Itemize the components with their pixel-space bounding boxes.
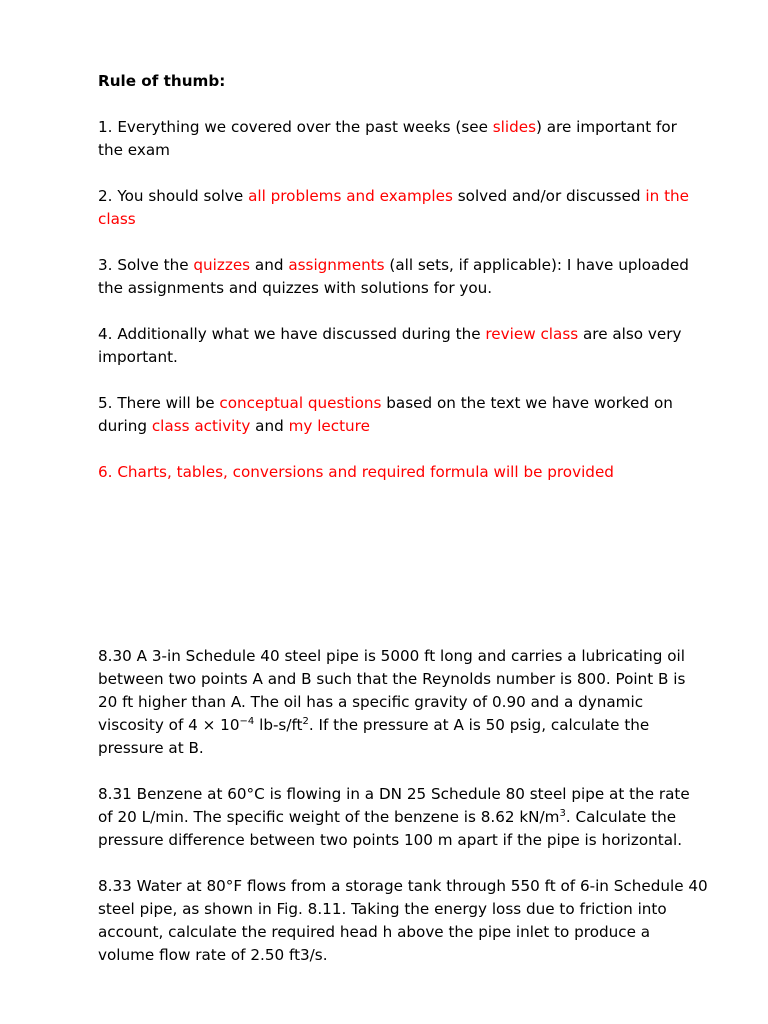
rule-2-highlight-class: in the class — [98, 187, 690, 228]
problem-8-30-text-a: 8.30 A 3-in Schedule 40 steel pipe is 5000 ft long and carries a lubricating oil between two points A and B such that the Reynolds number is 800. Point B is 20 ft higher than A. The oil has a specific gravity of 0.90 and a dynamic viscosity of 4 × 10 — [98, 647, 686, 734]
problem-8-30-text-c: . If the pressure at A is 50 psig, calculate the pressure at B. — [98, 716, 650, 757]
problem-8-30-exponent-2: 2 — [302, 715, 309, 727]
rule-1 — [98, 116, 698, 162]
problem-8-30-text-b: lb-s/ft — [254, 716, 303, 734]
problem-8-31 — [98, 783, 708, 852]
rule-4 — [98, 323, 698, 369]
problems-section — [98, 645, 708, 990]
rule-2 — [98, 185, 698, 231]
rule-5 — [98, 392, 698, 438]
problem-8-31-text-a: 8.31 Benzene at 60°C is flowing in a DN 25 Schedule 80 steel pipe at the rate of 20 L/min. The specific weight of the benzene is 8.62 kN/m — [98, 785, 690, 826]
problem-8-33: 8.33 Water at 80°F flows from a storage tank through 550 ft of 6-in Schedule 40 steel pipe, as shown in Fig. 8.11. Taking the energy loss due to friction into account, calculate the required head h above the pipe inlet to produce a volume flow rate of 2.50 ft3/s. — [98, 877, 708, 964]
rule-6: 6. Charts, tables, conversions and required formula will be provided — [98, 463, 614, 481]
rule-1-highlight-slides: slides — [492, 118, 536, 136]
rule-4-highlight-review: review class — [485, 325, 579, 343]
rule-3-highlight-assignments: assignments — [288, 256, 385, 274]
rule-2-text-c: solved and/or discussed — [452, 187, 646, 205]
rule-5-text-c: based on the text we have worked on during — [98, 394, 673, 435]
rule-3-text-c: and — [250, 256, 289, 274]
rule-5-highlight-activity: class activity — [151, 417, 251, 435]
rule-5-text-e: and — [250, 417, 289, 435]
rule-2-highlight-problems: all problems and examples — [248, 187, 453, 205]
rule-3-text-e: (all sets, if applicable): I have uploaded the assignments and quizzes with solutions for you. — [98, 256, 689, 297]
rule-5-highlight-lecture: my lecture — [288, 417, 370, 435]
problem-8-31-text-b: . Calculate the pressure difference between two points 100 m apart if the pipe is horizontal. — [98, 808, 683, 849]
problem-8-30 — [98, 645, 708, 760]
rule-4-text-a: 4. Additionally what we have discussed during the — [98, 325, 486, 343]
rule-3-highlight-quizzes: quizzes — [193, 256, 251, 274]
rules-heading: Rule of thumb: — [98, 72, 226, 90]
rule-5-text-a: 5. There will be — [98, 394, 220, 412]
rule-3 — [98, 254, 698, 300]
problem-8-31-exponent: 3 — [559, 807, 566, 819]
rule-5-highlight-conceptual: conceptual questions — [219, 394, 382, 412]
rule-2-text-a: 2. You should solve — [98, 187, 249, 205]
rule-1-text-a: 1. Everything we covered over the past weeks (see — [98, 118, 493, 136]
problem-8-30-exponent-1: −4 — [239, 715, 255, 727]
rule-1-text-c: ) are important for the exam — [98, 118, 677, 159]
rule-4-text-c: are also very important. — [98, 325, 682, 366]
rule-3-text-a: 3. Solve the — [98, 256, 194, 274]
rules-section — [98, 70, 698, 507]
